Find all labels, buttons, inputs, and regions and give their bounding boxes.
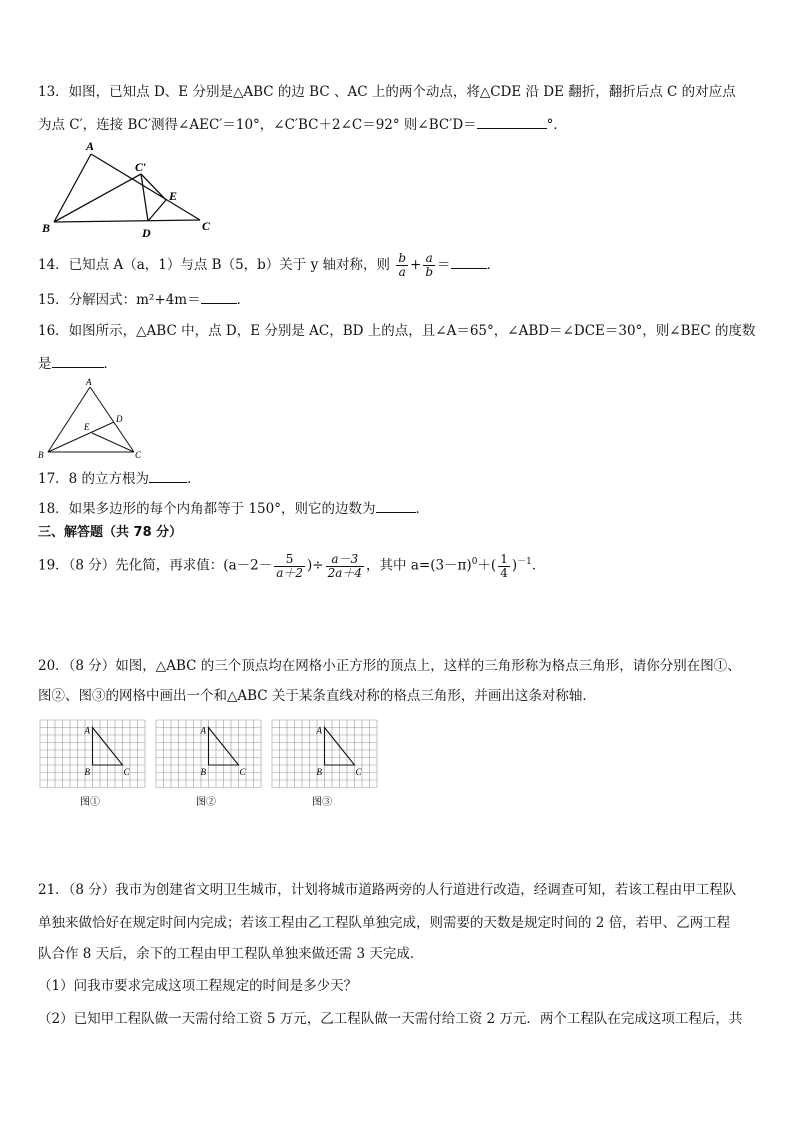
figure-caption: 图① — [80, 797, 100, 808]
q21-line2: 单独来做恰好在规定时间内完成；若该工程由乙工程队单独完成，则需要的天数是规定时间的 2 倍，若甲、乙两工程 — [38, 915, 731, 931]
q18-line: 18．如果多边形的每个内角都等于 150°，则它的边数为 ． — [38, 498, 429, 519]
q20-grid-figure-2[interactable] — [154, 718, 266, 810]
q19-frac-quarter: $\frac{1}{4}$ — [500, 551, 508, 580]
q16-label-D: D — [116, 414, 123, 424]
q15-line: 15．分解因式：m²+4m＝ ． — [38, 289, 250, 310]
vertex-label-A: A — [200, 725, 206, 736]
q19-line: 19．（8 分）先化简，再求值：(a－2－ $\frac{5}{a+2}$ )÷ $\frac{a-3}{2a+4}$ ，其中 $a=(3-\pi)^0+$( $\frac{1}{4}$ )$^{-1}$． — [38, 551, 546, 580]
q13-label-C: C — [202, 219, 211, 233]
q20-line2: 图②、图③的网格中画出一个和△ABC 关于某条直线对称的格点三角形，并画出这条对称轴． — [38, 688, 596, 704]
q13-line2: 为点 C′，连接 BC′测得∠AEC′＝10°，∠C′BC＋2∠C＝92° 则∠BC′D＝ °． — [38, 114, 567, 135]
q13-label-Cprime: C′ — [135, 160, 147, 174]
q16-label-C: C — [135, 450, 142, 460]
q16-label-B: B — [38, 450, 44, 460]
q16-line2: 是 ． — [38, 353, 117, 374]
vertex-label-A: A — [84, 725, 90, 736]
q15-answer-blank[interactable] — [201, 289, 237, 304]
q20-line1: 20．（8 分）如图，△ABC 的三个顶点均在网格小正方形的顶点上，这样的三角形称为格点三角形，请你分别在图①、 — [38, 658, 741, 674]
q16-label-A: A — [86, 377, 92, 387]
q16-line1: 16．如图所示，△ABC 中，点 D，E 分别是 AC，BD 上的点，且∠A＝65°，∠ABD＝∠DCE＝30°，则∠BEC 的度数 — [38, 323, 756, 339]
q14-line: 14．已知点 A（a，1）与点 B（5，b）关于 y 轴对称，则 $\frac{b}{a}$ + $\frac{a}{b}$ ＝ ． — [38, 251, 500, 279]
q20-grid-figure-1[interactable] — [38, 718, 150, 810]
q21-sub1: （1）问我市要求完成这项工程规定的时间是多少天？ — [38, 978, 358, 994]
q19-frac-a3: $\frac{a-3}{2a+4}$ — [327, 551, 363, 580]
figure-caption: 图③ — [312, 797, 332, 808]
q18-answer-blank[interactable] — [376, 498, 416, 513]
vertex-label-B: B — [84, 767, 90, 777]
vertex-label-C: C — [239, 767, 246, 777]
q13-label-B: B — [42, 221, 51, 235]
q14-frac-a-over-b: $\frac{a}{b}$ — [425, 251, 433, 279]
q20-grid-figure-3[interactable] — [270, 718, 382, 810]
vertex-label-C: C — [123, 767, 130, 777]
q14-frac-b-over-a: $\frac{b}{a}$ — [398, 251, 406, 279]
vertex-label-C: C — [355, 767, 362, 777]
q13-label-D: D — [142, 226, 151, 240]
q13-label-E: E — [169, 189, 178, 203]
vertex-label-A: A — [316, 725, 322, 736]
q21-line3: 队合作 8 天后，余下的工程由甲工程队单独来做还需 3 天完成． — [38, 946, 424, 962]
q16-figure — [38, 376, 148, 460]
q16-answer-blank[interactable] — [52, 353, 104, 368]
q13-figure — [38, 138, 228, 242]
q21-sub2: （2）已知甲工程队做一天需付给工资 5 万元，乙工程队做一天需付给工资 2 万元．两个工程队在完成这项工程后，共 — [38, 1011, 743, 1027]
q13-seg-DE — [148, 200, 166, 221]
section-3-title: 三、解答题（共 78 分） — [38, 525, 183, 540]
q13-answer-blank[interactable] — [477, 114, 547, 129]
q13-label-A: A — [86, 139, 95, 153]
q13-line1: 13．如图，已知点 D、E 分别是△ABC 的边 BC 、AC 上的两个动点，将△CDE 沿 DE 翻折，翻折后点 C 的对应点 — [38, 84, 736, 100]
q16-label-E: E — [84, 422, 90, 432]
vertex-label-B: B — [316, 767, 322, 777]
vertex-label-B: B — [200, 767, 206, 777]
q14-answer-blank[interactable] — [451, 254, 487, 269]
q17-answer-blank[interactable] — [149, 468, 187, 483]
q17-line: 17．8 的立方根为 ． — [38, 468, 201, 489]
q13-seg-BC — [54, 220, 200, 222]
q19-frac-5: $\frac{5}{a+2}$ — [276, 551, 304, 580]
figure-caption: 图② — [196, 797, 216, 808]
q21-line1: 21．（8 分）我市为创建省文明卫生城市，计划将城市道路两旁的人行道进行改造，经调查可知，若该工程由甲工程队 — [38, 882, 737, 898]
